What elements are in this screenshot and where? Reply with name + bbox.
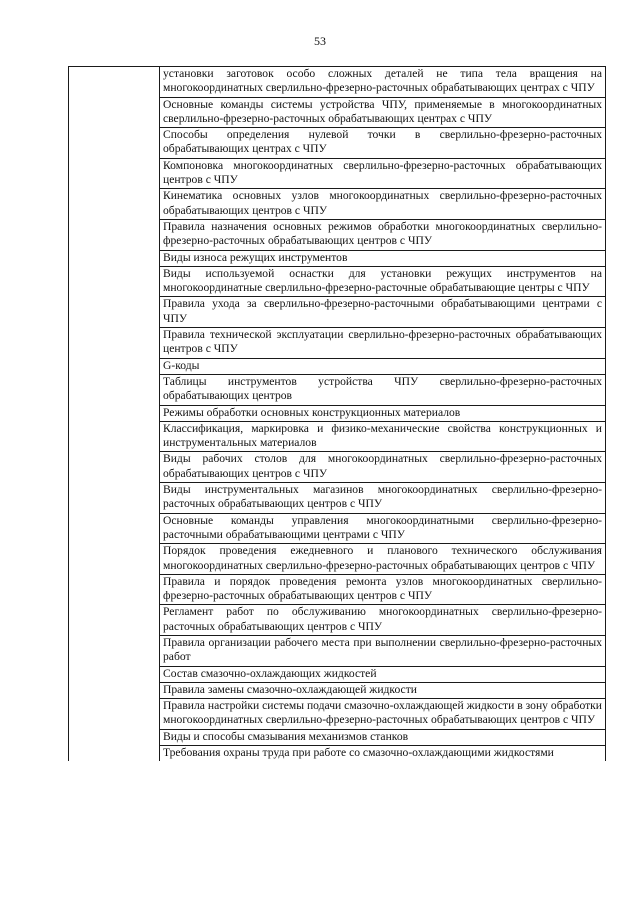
table-cell: Правила организации рабочего места при выполнении сверлильно-фрезерно-расточных работ bbox=[160, 635, 606, 666]
table-cell: Способы определения нулевой точки в сверлильно-фрезерно-расточных обрабатывающих центрах с ЧПУ bbox=[160, 128, 606, 159]
table-cell: Правила и порядок проведения ремонта узлов многокоординатных сверлильно-фрезерно-расточных обрабатывающих центров с ЧПУ bbox=[160, 574, 606, 605]
table-cell: Регламент работ по обслуживанию многокоординатных сверлильно-фрезерно-расточных обрабатывающих центров с ЧПУ bbox=[160, 605, 606, 636]
table-cell: Виды инструментальных магазинов многокоординатных сверлильно-фрезерно-расточных обрабатывающих центров с ЧПУ bbox=[160, 483, 606, 514]
table-cell: Требования охраны труда при работе со смазочно-охлаждающими жидкостями bbox=[160, 746, 606, 762]
table-cell: установки заготовок особо сложных деталей не типа тела вращения на многокоординатных сверлильно-фрезерно-расточных обрабатывающих центрах с ЧПУ bbox=[160, 67, 606, 98]
page-number: 53 bbox=[314, 34, 326, 48]
table-cell: Виды используемой оснастки для установки режущих инструментов на многокоординатные сверлильно-фрезерно-расточные обрабатывающие центры с ЧПУ bbox=[160, 266, 606, 297]
table-cell: Виды износа режущих инструментов bbox=[160, 250, 606, 266]
table-cell: Правила назначения основных режимов обработки многокоординатных сверлильно-фрезерно-расточных обрабатывающих центров с ЧПУ bbox=[160, 219, 606, 250]
table-cell: Виды рабочих столов для многокоординатных сверлильно-фрезерно-расточных обрабатывающих центров с ЧПУ bbox=[160, 452, 606, 483]
table-cell: Классификация, маркировка и физико-механические свойства конструкционных и инструментальных материалов bbox=[160, 421, 606, 452]
table-cell: G-коды bbox=[160, 358, 606, 374]
table-cell: Виды и способы смазывания механизмов станков bbox=[160, 729, 606, 745]
table-cell: Основные команды управления многокоординатными сверлильно-фрезерно-расточными обрабатывающими центрами с ЧПУ bbox=[160, 513, 606, 544]
table-cell: Режимы обработки основных конструкционных материалов bbox=[160, 405, 606, 421]
table-cell: Правила технической эксплуатации сверлильно-фрезерно-расточных обрабатывающих центров с ЧПУ bbox=[160, 328, 606, 359]
table-cell: Основные команды системы устройства ЧПУ, применяемые в многокоординатных сверлильно-фрезерно-расточных обрабатывающих центрах с ЧПУ bbox=[160, 97, 606, 128]
table-cell: Правила ухода за сверлильно-фрезерно-расточными обрабатывающими центрами с ЧПУ bbox=[160, 297, 606, 328]
table-cell: Компоновка многокоординатных сверлильно-фрезерно-расточных обрабатывающих центров с ЧПУ bbox=[160, 158, 606, 189]
table-cell: Правила замены смазочно-охлаждающей жидкости bbox=[160, 682, 606, 698]
left-column-cell bbox=[69, 67, 160, 762]
requirements-table bbox=[68, 66, 606, 761]
table-cell: Порядок проведения ежедневного и планового технического обслуживания многокоординатных сверлильно-фрезерно-расточных обрабатывающих центров с ЧПУ bbox=[160, 544, 606, 575]
table-cell: Кинематика основных узлов многокоординатных сверлильно-фрезерно-расточных обрабатывающих центров с ЧПУ bbox=[160, 189, 606, 220]
table-cell: Правила настройки системы подачи смазочно-охлаждающей жидкости в зону обработки многокоординатных сверлильно-фрезерно-расточных обрабатывающих центров с ЧПУ bbox=[160, 699, 606, 730]
table-cell: Состав смазочно-охлаждающих жидкостей bbox=[160, 666, 606, 682]
table-row bbox=[69, 67, 606, 98]
table-cell: Таблицы инструментов устройства ЧПУ сверлильно-фрезерно-расточных обрабатывающих центров bbox=[160, 374, 606, 405]
